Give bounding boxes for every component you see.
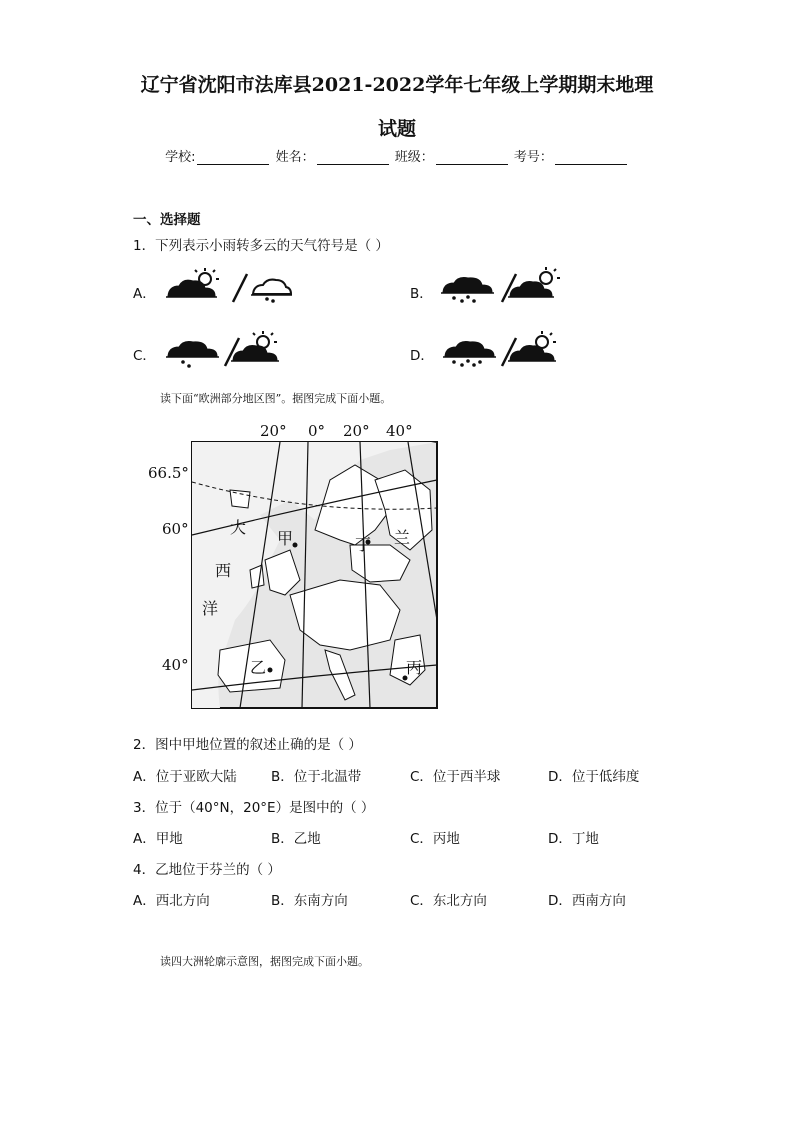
- question-1-stem: 1．下列表示小雨转多云的天气符号是（ ）: [133, 238, 389, 254]
- label-yang: 洋: [202, 599, 219, 618]
- page-title: 辽宁省沈阳市法库县2021-2022学年七年级上学期期末地理: [140, 74, 654, 96]
- question-4-stem: 4．乙地位于芬兰的（ ）: [133, 862, 281, 878]
- label-lan: 兰: [394, 528, 411, 547]
- q3-option-d[interactable]: D．丁地: [548, 831, 599, 847]
- school-label: 学校:: [165, 150, 196, 165]
- student-info-line: [0, 146, 794, 165]
- label-ding: 丁: [355, 535, 372, 554]
- q2-option-c[interactable]: C．位于西半球: [410, 769, 501, 785]
- lon-label-20w: 20°: [260, 422, 287, 440]
- q2-option-a[interactable]: A．位于亚欧大陆: [133, 769, 237, 785]
- q4-option-d[interactable]: D．西南方向: [548, 893, 626, 909]
- weather-symbol-icon: [440, 330, 570, 370]
- school-blank[interactable]: [197, 152, 269, 165]
- label-jia: 甲: [277, 529, 294, 548]
- section-heading: 一、选择题: [133, 212, 201, 228]
- lon-label-20e: 20°: [343, 422, 370, 440]
- q1-option-d-label[interactable]: D．: [410, 348, 434, 364]
- q1-option-b-label[interactable]: B．: [410, 286, 433, 302]
- page-title-line2: 试题: [377, 118, 416, 140]
- question-3-stem: 3．位于（40°N，20°E）是图中的（ ）: [133, 800, 375, 816]
- class-label: 班级：: [394, 150, 434, 165]
- q2-option-b[interactable]: B．位于北温带: [271, 769, 362, 785]
- q2-option-d[interactable]: D．位于低纬度: [548, 769, 640, 785]
- weather-symbol-icon: [438, 266, 568, 306]
- label-bing: 丙: [406, 658, 423, 677]
- lat-label-40: 40°: [162, 656, 189, 674]
- q4-option-b[interactable]: B．东南方向: [271, 893, 348, 909]
- weather-symbol-icon: [163, 330, 293, 370]
- lat-label-60: 60°: [162, 520, 189, 538]
- weather-symbol-icon: [163, 266, 293, 306]
- lon-label-40e: 40°: [386, 422, 413, 440]
- label-yi: 乙: [250, 658, 267, 677]
- class-blank[interactable]: [436, 152, 508, 165]
- q4-option-c[interactable]: C．东北方向: [410, 893, 487, 909]
- q3-option-c[interactable]: C．丙地: [410, 831, 460, 847]
- q3-option-a[interactable]: A．甲地: [133, 831, 183, 847]
- europe-map: [140, 420, 440, 712]
- continent-intro-text: 读四大洲轮廓示意图，据图完成下面小题。: [160, 955, 369, 968]
- name-blank[interactable]: [317, 152, 389, 165]
- number-label: 考号：: [513, 150, 553, 165]
- number-blank[interactable]: [555, 152, 627, 165]
- q1-option-a-label[interactable]: A．: [133, 286, 156, 302]
- lon-label-0: 0°: [308, 422, 326, 440]
- q1-option-c-label[interactable]: C．: [133, 348, 156, 364]
- question-2-stem: 2．图中甲地位置的叙述止确的是（ ）: [133, 737, 362, 753]
- map-intro-text: 读下面“欧洲部分地区图”。据图完成下面小题。: [160, 392, 392, 405]
- label-da: 大: [230, 518, 247, 537]
- lat-label-66: 66.5°: [148, 464, 189, 482]
- q4-option-a[interactable]: A．西北方向: [133, 893, 210, 909]
- name-label: 姓名：: [275, 150, 315, 165]
- label-xi: 西: [215, 561, 232, 580]
- q3-option-b[interactable]: B．乙地: [271, 831, 321, 847]
